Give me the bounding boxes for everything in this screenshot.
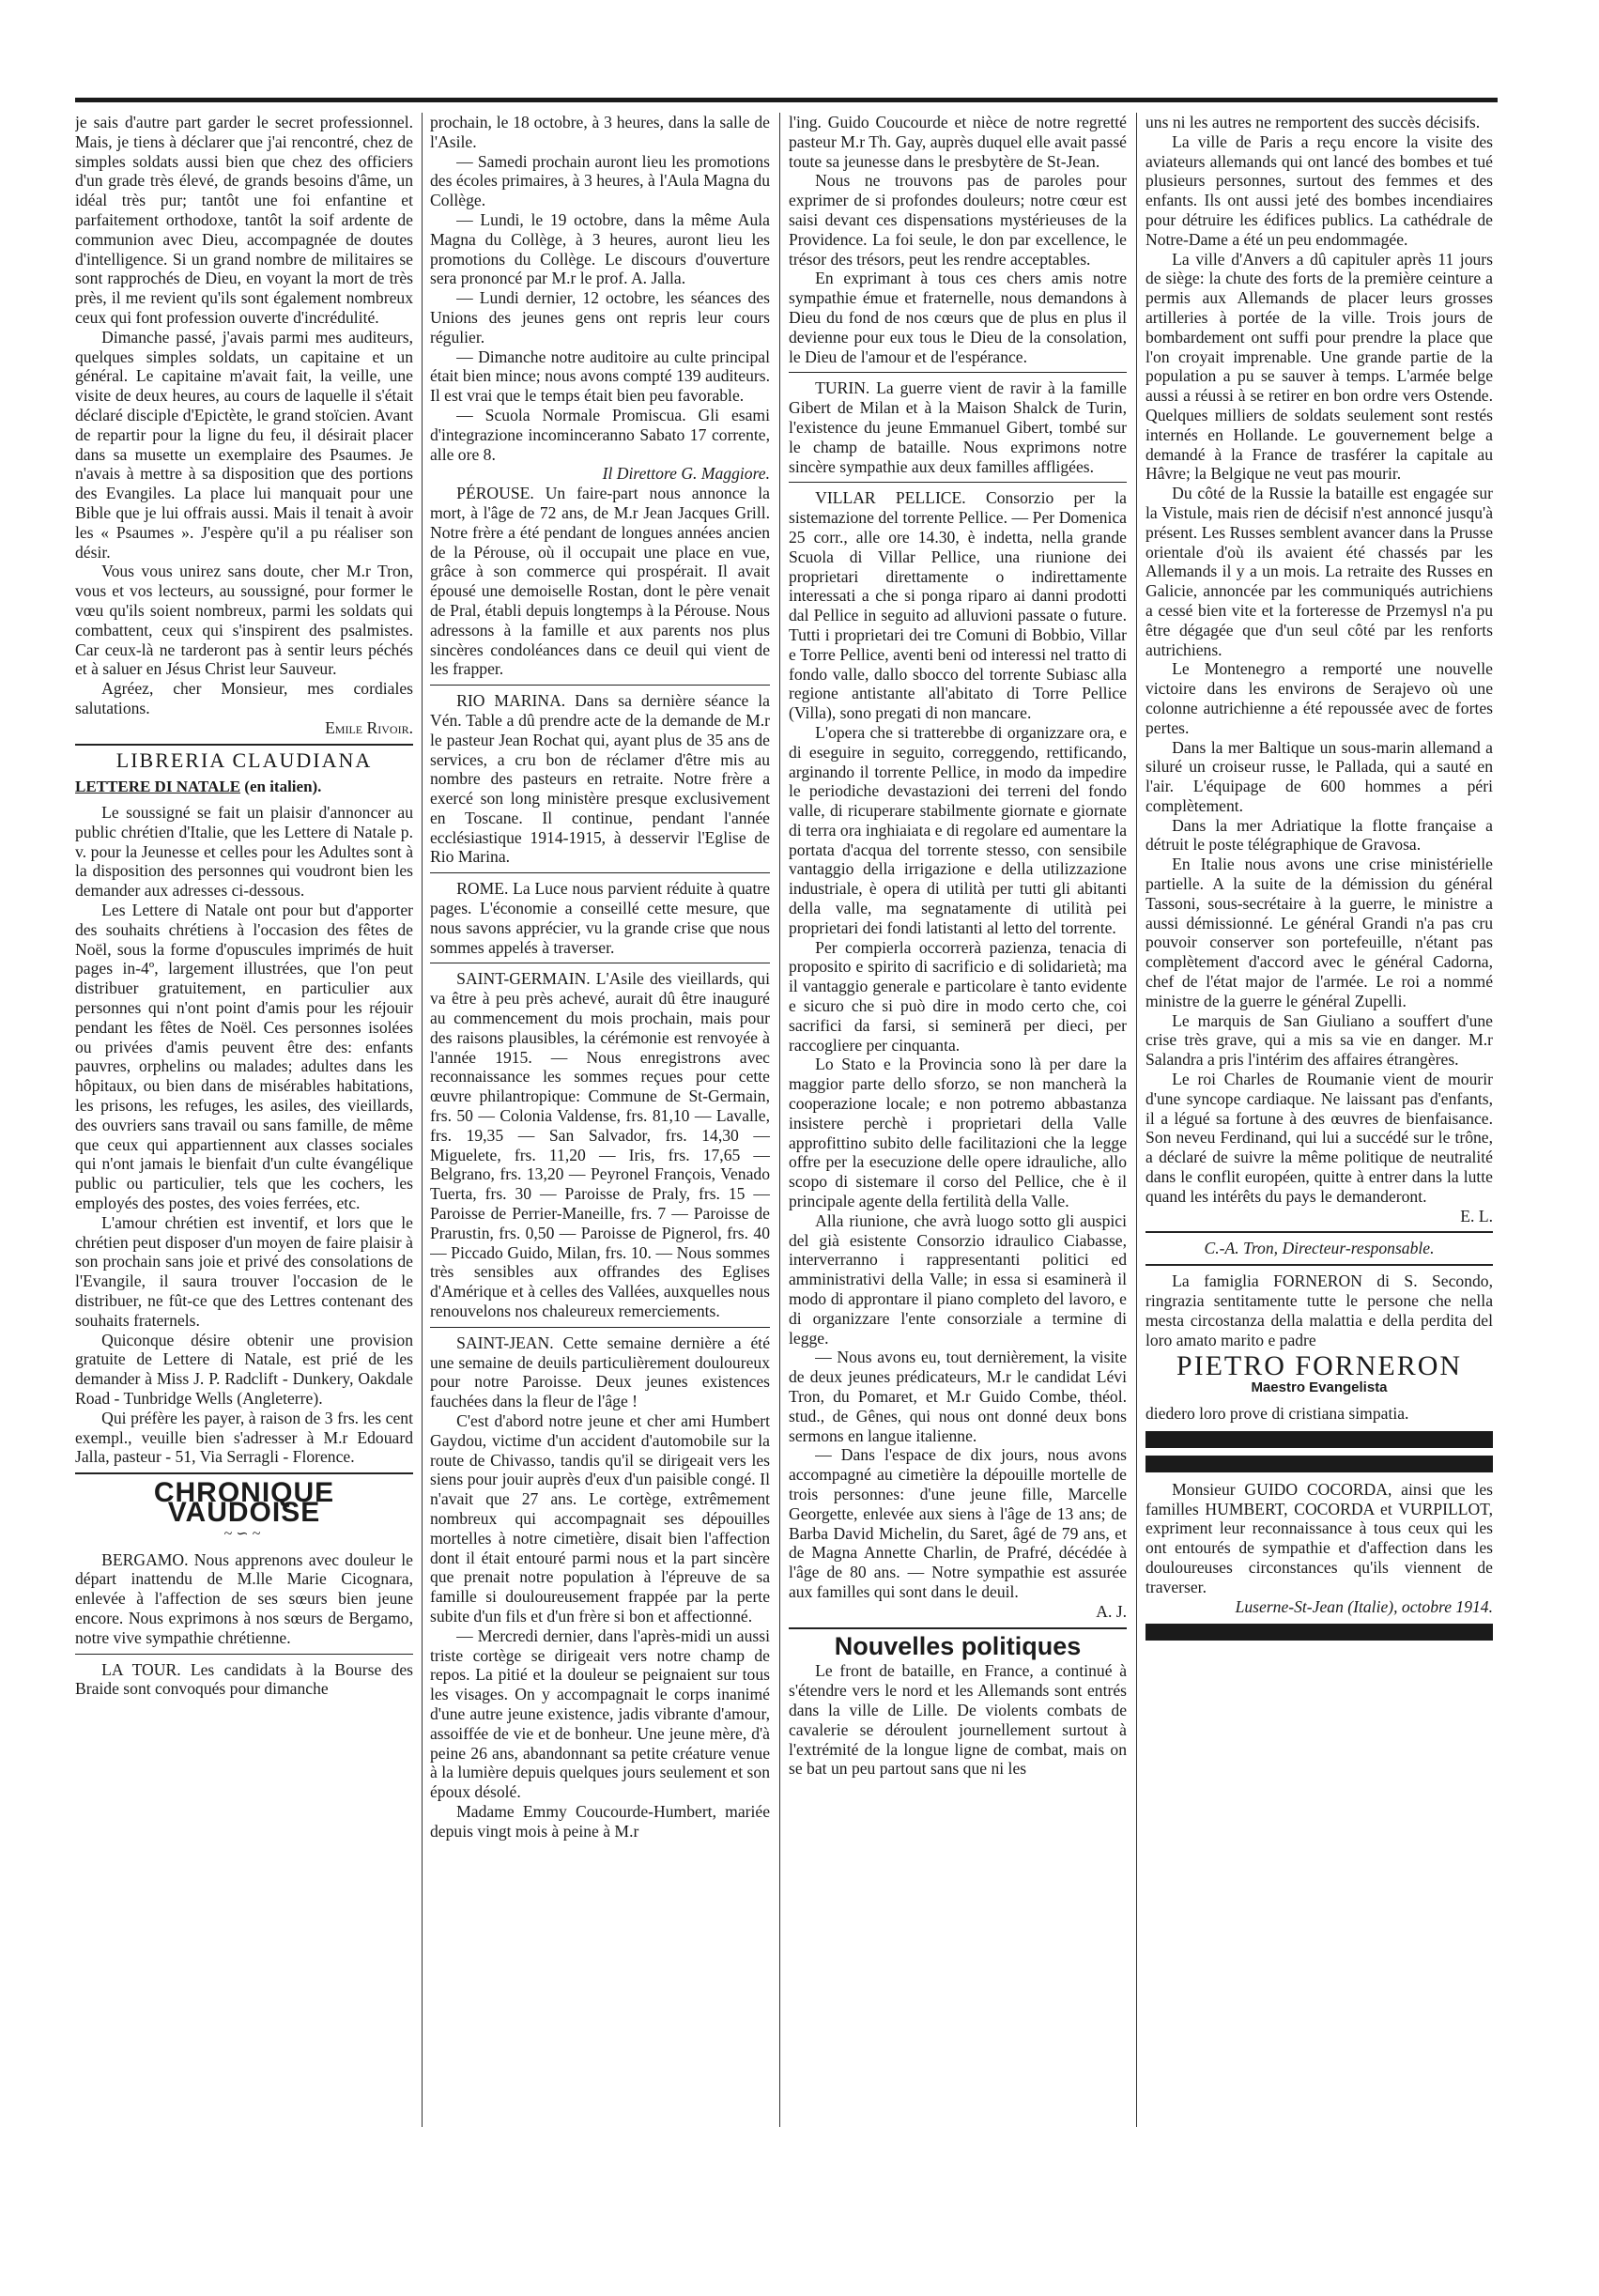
- column-4: [1145, 113, 1493, 2127]
- news-paragraph: — Lundi, le 19 octobre, dans la même Aula Magna du Collège, à 3 heures, auront lieu les promotions du Collège. Le discours d'ouverture sera prononcé par M.r le prof. A. Jalla.: [430, 209, 770, 288]
- lettere-paragraph: Le soussigné se fait un plaisir d'annoncer au public chrétien d'Italie, que les Lettere di Natale p. v. pour la Jeunesse et celles pour les Adultes sont à la disposition des personnes qui voudront bien les demander aux adresses ci-dessous.: [75, 803, 413, 901]
- column-3: [789, 113, 1127, 2127]
- news-paragraph: — Dans l'espace de dix jours, nous avons accompagné au cimetière la dépouille mortelle de trois personnes: d'une jeune fille, Marcelle Georgette, enlevée aux siens à l'âge de 13 ans; de Barba David Michelin, du Saret, âgé de 79 ans, et de Magna Annette Charlin, de Prafré, décédée à l'âge de 80 ans. — Notre sympathie est assurée aux familles qui sont dans le deuil.: [789, 1445, 1127, 1601]
- divider: [430, 685, 770, 686]
- news-paragraph: RIO MARINA. Dans sa dernière séance la Vén. Table a dû prendre acte de la demande de M.r le pasteur Jean Rochat qui, ayant plus de 35 ans de services, a cru bon de réclamer d'être mis au nombre des pasteurs en retraite. Notre frère a exercé son long ministère presque exclusivement en Toscane. Il continue, pendant l'année ecclésiastique 1914-1915, à desservir l'Eglise de Rio Marina.: [430, 691, 770, 867]
- nouvelles-heading: Nouvelles politiques: [834, 1631, 1082, 1660]
- news-paragraph: Dans la mer Adriatique la flotte française a détruit le poste télégraphique de Gravosa.: [1145, 815, 1493, 855]
- column-2: [430, 113, 770, 2127]
- news-paragraph: l'ing. Guido Coucourde et nièce de notre regretté pasteur M.r Th. Gay, auprès duquel elle avait passé toute sa jeunesse dans le presbytère de St-Jean.: [789, 113, 1127, 171]
- news-signature: E. L.: [1460, 1206, 1493, 1225]
- black-bar: [1145, 1456, 1493, 1472]
- news-paragraph: uns ni les autres ne remportent des succès décisifs.: [1145, 113, 1481, 131]
- divider: [75, 744, 413, 746]
- divider: [789, 1627, 1127, 1629]
- divider: [1145, 1231, 1493, 1233]
- divider: [75, 1472, 413, 1474]
- chronique-paragraph: BERGAMO. Nous apprenons avec douleur le départ inattendu de M.lle Marie Cicognara, enlevée à l'affection de ses sœurs bien jeune encore. Nous exprimons à nos sœurs de Bergamo, notre vive sympathie chrétienne.: [75, 1549, 413, 1647]
- column-divider: [779, 113, 780, 2127]
- black-bar: [1145, 1431, 1493, 1448]
- news-paragraph: En exprimant à tous ces chers amis notre sympathie émue et fraternelle, nous demandons à Dieu du fond de nos cœurs que de plus en plus il devienne pour eux tous le Dieu de la consolation, le Dieu de l'amour et de l'espérance.: [789, 269, 1127, 366]
- flourish-ornament: ~∽~: [223, 1525, 265, 1542]
- letter-paragraph: je sais d'autre part garder le secret professionnel. Mais, je tiens à déclarer que j'ai rencontré, chez de simples soldats aussi bien que chez des officiers d'un grade très élevé, de grands besoins d'âme, un idéal très pur; tantôt une foi enfantine et parfaitement orthodoxe, tantôt la soif ardente de communion avec Dieu, accompagnée de doutes d'intelligence. Si un grand nombre de militaires se sont rapprochés de Dieu, en voyant la mort de très près, il me revient qu'ils sont également nombreux ceux qui font profession ouverte d'incrédulité.: [75, 113, 413, 327]
- news-signature: A. J.: [1096, 1601, 1127, 1621]
- news-paragraph: Madame Emmy Coucourde-Humbert, mariée depuis vingt mois à peine à M.r: [430, 1801, 770, 1841]
- letter-paragraph: Vous vous unirez sans doute, cher M.r Tron, vous et vos lecteurs, au soussigné, pour former le vœu qu'ils soient nombreux, parmi les soldats qui combattent, ceux qui s'inspirent des psalmistes. Car ceux-là ne tarderont pas à sentir leurs péchés et à saluer en Jésus Christ leur Sauveur.: [75, 562, 413, 679]
- forneron-closing: diedero loro prove di cristiana simpatia.: [1145, 1404, 1409, 1423]
- news-paragraph: — Samedi prochain auront lieu les promotions des écoles primaires, à 3 heures, à l'Aula Magna du Collège.: [430, 151, 770, 210]
- news-paragraph: Le marquis de San Giuliano a souffert d'une crise très grave, qui a mis sa vie en danger. M.r Salandra a pris l'intérim des affaires étrangères.: [1145, 1010, 1493, 1070]
- libreria-heading: LIBRERIA CLAUDIANA: [115, 747, 373, 772]
- news-paragraph: SAINT-GERMAIN. L'Asile des vieillards, qui va être à peu près achevé, aurait dû être inauguré au commencement du mois prochain, mais pour des raisons plausibles, la cérémonie est renvoyée à l'année 1915. — Nous enregistrons avec reconnaissance les sommes reçues pour cette œuvre philantropique: Commune de St-Germain, frs. 50 — Colonia Valdense, frs. 81,10 — Lavalle, frs. 19,35 — San Salvador, frs. 14,30 — Miguelete, frs. 11,20 — Iris, frs. 17,65 — Belgrano, frs. 13,20 — Peyronel François, Venado Tuerta, frs. 30 — Paroisse de Praly, frs. 15 — Paroisse de Perrier-Maneille, frs. 7 — Paroisse de Prarustin, frs. 0,50 — Paroisse de Pignerol, frs. 40 — Piccado Guido, Milan, frs. 10. — Nous sommes très sensibles aux offrandes des Eglises d'Amérique et à celles des Vallées, auxquelles nous renouvelons nos chaleureux remerciements.: [430, 969, 770, 1321]
- news-paragraph: VILLAR PELLICE. Consorzio per la sistemazione del torrente Pellice. — Per Domenica 25 corr., alle ore 14.30, è indetta, nella grande Scuola di Villar Pellice, una riunione dei proprietari direttamente o indirettamente interessati a che si ponga riparo ai danni prodotti dal Pellice in seguito ad alluvioni passate o future. Tutti i proprietari dei tre Comuni di Bobbio, Villar e Torre Pellice, aventi beni od interessi nel tratto di fondo valle, dallo sbocco del torrente Subiasc alla regione antistante all'abitato di Torre Pellice (Villa), sono pregati di non mancare.: [789, 488, 1127, 723]
- news-paragraph: SAINT-JEAN. Cette semaine dernière a été une semaine de deuils particulièrement douloureux pour notre Paroisse. Deux jeunes existences fauchées dans la fleur de l'âge !: [430, 1333, 770, 1411]
- lettere-paragraph: L'amour chrétien est inventif, et lors que le chrétien peut disposer d'un moyen de faire plaisir à son prochain sans joie et privé des consolations de l'Evangile, il saura trouver l'occasion de le distribuer, ne fût-ce que des Lettres contenant des souhaits fraternels.: [75, 1212, 413, 1330]
- news-paragraph: Le Montenegro a remporté une nouvelle victoire dans les environs de Serajevo où une colonne autrichienne a été repoussée avec de fortes pertes.: [1145, 659, 1493, 737]
- news-paragraph: Dans la mer Baltique un sous-marin allemand a siluré un croiseur russe, le Pallada, qui a sauté en l'air. L'équipage de 600 hommes a péri complètement.: [1145, 737, 1493, 815]
- news-paragraph: En Italie nous avons une crise ministérielle partielle. A la suite de la démission du général Tassoni, sous-secrétaire à la guerre, le ministre a aussi démissionné. Le général Grandi n'a pas cru pouvoir conserver son portefeuille, n'étant pas complètement d'accord avec le général Cadorna, chef de l'état major de l'armée. Le roi a nommé ministre de la guerre le général Zupelli.: [1145, 855, 1493, 1010]
- news-paragraph: Du côté de la Russie la bataille est engagée sur la Vistule, mais rien de décisif n'est annoncé jusqu'à présent. Les Russes semblent avancer dans la Prusse orientale d'où ils avaient été chassés par les Allemands il y a un mois. La retraite des Russes en Galicie, annoncée par les communiqués autrichiens a cessé bien vite et la forteresse de Przemysl n'a pu être dégagée que d'un seul côté par les renforts autrichiens.: [1145, 484, 1493, 659]
- news-paragraph: La ville de Paris a reçu encore la visite des aviateurs allemands qui ont lancé des bombes et tué plusieurs personnes, surtout des femmes et des enfants. Ils ont aussi jeté des bombes incendiaires pour détruire les édifices publics. La cathédrale de Notre-Dame a été un peu endommagée.: [1145, 131, 1493, 249]
- lettere-title: LETTERE DI NATALE: [75, 778, 241, 796]
- letter-signature: Emile Rivoir.: [325, 717, 413, 737]
- news-paragraph: ROME. La Luce nous parvient réduite à quatre pages. L'économie a conseillé cette mesure, que nous savons apprécier, vu la grande crise que nous sommes appelés à traverser.: [430, 879, 770, 957]
- cocorda-notice: Monsieur GUIDO COCORDA, ainsi que les familles HUMBERT, COCORDA et VURPILLOT, expriment leur reconnaissance à tous ceux qui les ont entourés de sympathie et d'affection dans les douloureuses circonstances qu'ils viennent de traverser.: [1145, 1479, 1493, 1596]
- news-paragraph: C'est d'abord notre jeune et cher ami Humbert Gaydou, victime d'un accident d'automobile sur la route de Chivasso, tandis qu'il se dirigeait vers les siens pour jouir auprès d'eux d'un paisible congé. Il n'avait que 27 ans. Le cortège, extrêmement nombreux qui accompagnait ses dépouilles mortelles à notre cimetière, disait bien l'affection dont il était entouré parmi nous et la part sincère que prenait notre population à l'épreuve de sa famille si douloureusement frappée par la perte subite d'un fils et d'un frère si bon et affectionné.: [430, 1411, 770, 1626]
- forneron-subtitle: Maestro Evangelista: [1251, 1379, 1388, 1396]
- chronique-heading: CHRONIQUE VAUDOISE: [153, 1477, 335, 1528]
- lettere-paragraph: Quiconque désire obtenir une provision gratuite de Lettere di Natale, est prié de les demander à Miss J. P. Radclift - Dunkery, Oakdale Road - Tunbridge Wells (Angleterre).: [75, 1330, 413, 1408]
- divider: [1145, 1264, 1493, 1266]
- lettere-paragraph: Les Lettere di Natale ont pour but d'apporter des souhaits chrétiens à l'occasion des fêtes de Noël, sous la forme d'opuscules imprimés de huit pages in-4º, largement illustrées, que l'on peut distribuer gratuitement, en particulier aux personnes qui n'ont point d'amis pour les réjouir pendant les fêtes de Noël. Ces personnes isolées ou privées d'amis peuvent être des: enfants pauvres, orphelins ou malades; adultes dans les hôpitaux, ou bien dans de misérables habitations, les prisons, les refuges, les asiles, des vieillards, des ouvriers sans travail ou sans famille, de même que ceux qui appartiennent aux classes sociales qui n'ont jamais le bienfait d'un culte évangélique public ou particulier, tels que les cochers, les employés des postes, des voies ferrées, etc.: [75, 901, 413, 1213]
- news-paragraph: — Mercredi dernier, dans l'après-midi un aussi triste cortège se dirigeait vers notre champ de repos. La pitié et la douleur se peignaient sur tous les visages. On y accompagnait le corps inanimé d'une autre jeune existence, jadis vibrante d'amour, assoiffée de vie et de bonheur. Une jeune mère, d'à peine 26 ans, abandonnant sa petite créature venue à la lumière depuis quelques jours seulement et son époux désolé.: [430, 1626, 770, 1802]
- news-paragraph: — Lundi dernier, 12 octobre, les séances des Unions des jeunes gens ont repris leur cours régulier.: [430, 288, 770, 347]
- director-line: C.-A. Tron, Directeur-responsable.: [1204, 1239, 1435, 1258]
- news-paragraph: La ville d'Anvers a dû capituler après 11 jours de siège: la chute des forts de la première ceinture a permis aux Allemands de placer leurs grosses artilleries à portée de la ville. Trois jours de bombardement ont suffi pour prendre la place que l'on croyait imprenable. Une grande partie de la population a pu se sauver à temps. L'armée belge aussi a réussi à se retirer en bon ordre vers Ostende. Quelques milliers de soldats seulement sont restés internés en Hollande. Le gouvernement belge a demandé à la France de trasférer la capitale au Hâvre; la Belgique ne veut pas mourir.: [1145, 249, 1493, 484]
- divider: [430, 872, 770, 873]
- news-paragraph: Le roi Charles de Roumanie vient de mourir d'une syncope cardiaque. Ne laissant pas d'enfants, il a légué sa fortune à des œuvres de bienfaisance. Son neveu Ferdinand, qui lui a succédé sur le trône, a déclaré de suivre la même politique de neutralité dans le conflit européen, quitte à entrer dans la lutte quand les intérêts du pays le demanderont.: [1145, 1070, 1493, 1206]
- chronique-paragraph: LA TOUR. Les candidats à la Bourse des Braide sont convoqués pour dimanche: [75, 1659, 413, 1699]
- news-paragraph: — Scuola Normale Promiscua. Gli esami d'integrazione incominceranno Sabato 17 corrente, alle ore 8.: [430, 405, 770, 464]
- black-bar: [1145, 1624, 1493, 1641]
- newspaper-page: [75, 101, 1498, 2130]
- news-paragraph: L'opera che si tratterebbe di organizzare ora, e di eseguire in seguito, correggendo, rettificando, arginando il torrente Pellice, in modo da impedire le periodiche devastazioni dei terreni del fondo valle, di ricuperare stabilmente giornate e giornate di terra ora inghiaiata e di regolare ed aumentare la portata d'acqua del torrente stesso, con sensibile vantaggio della irrigazione e della utilizzazione industriale, è opera di utilità per tutti gli abitanti della valle, ma segnatamente di utilità pei proprietari dei fondi latistanti al letto del torrente.: [789, 722, 1127, 937]
- forneron-notice: La famiglia FORNERON di S. Secondo, ringrazia sentitamente tutte le persone che nella mesta circostanza della malattia e della perdita del loro amato marito e padre: [1145, 1271, 1493, 1349]
- forneron-name: PIETRO FORNERON: [1176, 1350, 1463, 1382]
- divider: [789, 372, 1127, 373]
- divider: [75, 1654, 413, 1655]
- column-divider: [1136, 113, 1137, 2127]
- news-paragraph: prochain, le 18 octobre, à 3 heures, dans la salle de l'Asile.: [430, 113, 770, 151]
- direttore-signature: Il Direttore G. Maggiore.: [602, 464, 770, 484]
- letter-paragraph: Dimanche passé, j'avais parmi mes auditeurs, quelques simples soldats, un capitaine et un général. Le capitaine m'avait fait, la veille, une visite de deux heures, au cours de laquelle il s'était déclaré disciple d'Epictète, le grand stoïcien. Avant de repartir pour la ligne du feu, il désirait placer dans sa musette un exemplaire des Psaumes. Je n'avais à mettre à sa disposition que des portions des Evangiles. La place lui manquait pour une Bible que je lui offrais aussi. Mais il tenait à avoir les « Psaumes ». J'espère qu'il a pu réaliser son désir.: [75, 327, 413, 562]
- news-paragraph: Nous ne trouvons pas de paroles pour exprimer de si profondes douleurs; notre cœur est saisi devant ces dispensations mystérieuses de la Providence. La foi seule, le don par excellence, le trésor des trésors, peut les rendre acceptables.: [789, 171, 1127, 269]
- news-paragraph: — Nous avons eu, tout dernièrement, la visite de deux jeunes prédicateurs, M.r le candidat Lévi Tron, du Pomaret, et M.r Guido Combe, théol. stud., de Gênes, qui nous ont donné deux bons sermons en langue italienne.: [789, 1348, 1127, 1445]
- lettere-paragraph: Qui préfère les payer, à raison de 3 frs. les cent exempl., veuille bien s'adresser à M.r Edouard Jalla, pasteur - 51, Via Serragli - Florence.: [75, 1408, 413, 1467]
- lettere-heading: [75, 778, 413, 797]
- divider: [789, 482, 1127, 483]
- news-paragraph: Alla riunione, che avrà luogo sotto gli auspici del già esistente Consorzio idraulico Ciabasse, interverranno i rappresentanti politici ed amministrativi della Valle; in essa si esaminerà il modo di approntare il piano completo del lavoro, e di organizzare l'ente consorziale a termine di legge.: [789, 1210, 1127, 1348]
- cocorda-place: Luserne-St-Jean (Italie), octobre 1914.: [1235, 1596, 1493, 1616]
- letter-paragraph: Agréez, cher Monsieur, mes cordiales salutations.: [75, 679, 413, 717]
- news-paragraph: PÉROUSE. Un faire-part nous annonce la mort, à l'âge de 72 ans, de M.r Jean Jacques Grill. Notre frère a été pendant de longues années ancien de la Pérouse, où il occupait une place en vue, grâce à son commerce qui prospérait. Il avait épousé une demoiselle Rostan, dont le père venait de Pral, établi depuis longtemps à la Pérouse. Nous adressons à la famille et aux parents nos plus sincères condoléances dans ce deuil qui vient de les frapper.: [430, 484, 770, 679]
- nouvelles-paragraph: Le front de bataille, en France, a continué à s'étendre vers le nord et les Allemands sont entrés dans la ville de Lille. De violents combats de cavalerie se déroulent journellement surtout à l'extrémité de la longue ligne de combat, mais on se bat un peu partout sans que ni les: [789, 1661, 1127, 1779]
- lettere-subtitle: (en italien).: [244, 778, 322, 796]
- divider: [430, 1327, 770, 1328]
- news-paragraph: — Dimanche notre auditoire au culte principal était bien mince; nous avons compté 139 auditeurs. Il est vrai que le temps était bien peu favorable.: [430, 347, 770, 406]
- column-1: [75, 113, 413, 2127]
- column-divider: [422, 113, 423, 2127]
- news-paragraph: TURIN. La guerre vient de ravir à la famille Gibert de Milan et à la Maison Shalck de Turin, l'existence du jeune Emmanuel Gibert, tombé sur le champ de bataille. Nous exprimons notre sincère sympathie aux deux familles affligées.: [789, 378, 1127, 476]
- news-paragraph: Per compierla occorrerà pazienza, tenacia di proposito e spirito di sacrificio e di solidarietà; ma il vantaggio generale e particolare è tanto evidente e sicuro che si può dire in modo certo che, coi sacrifici da farsi, si semineră per dieci, per raccogliere per cinquanta.: [789, 937, 1127, 1055]
- news-paragraph: Lo Stato e la Provincia sono là per dare la maggior parte dello sforzo, se non mancherà la cooperazione locale; e non potremo abbastanza insistere perchè i proprietari della Valle approfittino subito delle facilitazioni che la legge offre per la esecuzione delle opere idrauliche, allo scopo di sistemare il corso del Pellice, che è il principale agente della fertilità della Valle.: [789, 1055, 1127, 1211]
